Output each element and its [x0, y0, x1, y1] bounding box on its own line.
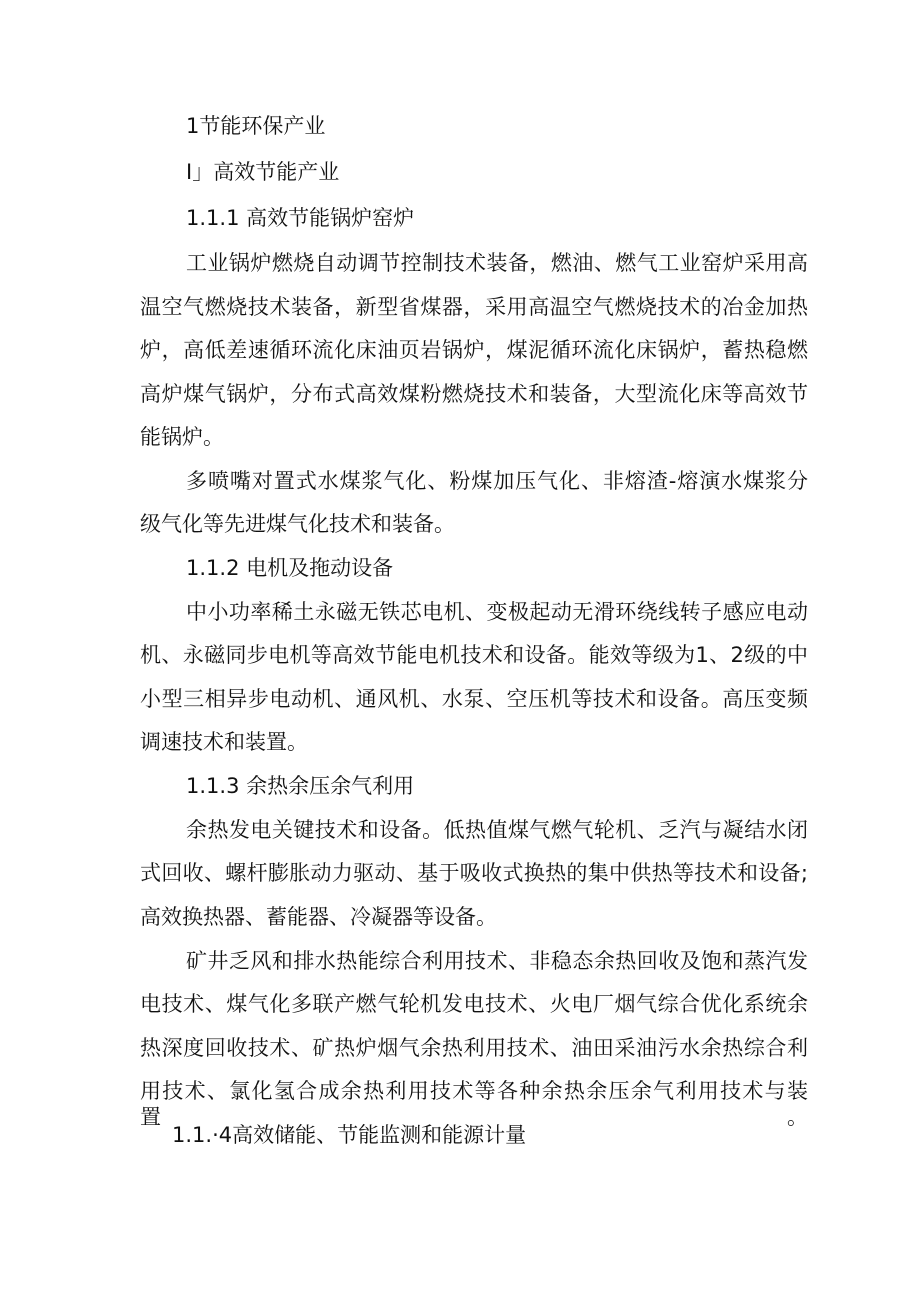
paragraph-line: 矿井乏风和排水热能综合利用技术、非稳态余热回收及饱和蒸汽发 — [186, 949, 808, 973]
paragraph-line: 温空气燃烧技术装备，新型省煤器，采用高温空气燃烧技术的冶金加热 — [140, 295, 808, 319]
paragraph-line: 高炉煤气锅炉，分布式高效煤粉燃烧技术和装备，大型流化床等高效节 — [140, 382, 808, 406]
heading-1-1-3: 1.1.3 余热余压余气利用 — [186, 774, 415, 798]
paragraph-line: 能锅炉。 — [140, 425, 224, 449]
paragraph-line: 中小功率稀土永磁无铁芯电机、变极起动无滑环绕线转子感应电动 — [186, 600, 808, 624]
paragraph-line: 多喷嘴对置式水煤浆气化、粉煤加压气化、非熔渣-熔演水煤浆分 — [186, 469, 808, 493]
subsection-heading-1-1: I」高效节能产业 — [186, 160, 340, 184]
paragraph-line: 余热发电关键技术和设备。低热值煤气燃气轮机、乏汽与凝结水闭 — [186, 818, 808, 842]
paragraph-line: 级气化等先进煤气化技术和装备。 — [140, 512, 455, 536]
paragraph-line: 调速技术和装置。 — [140, 730, 308, 754]
paragraph-line: 式回收、螺杆膨胀动力驱动、基于吸收式换热的集中供热等技术和设备; — [140, 861, 808, 885]
paragraph-line: 机、永磁同步电机等高效节能电机技术和设备。能效等级为1、2级的中 — [140, 643, 808, 667]
paragraph-line: 高效换热器、蓄能器、冷凝器等设备。 — [140, 905, 497, 929]
paragraph-line: 小型三相异步电动机、通风机、水泵、空压机等技术和设备。高压变频 — [140, 687, 808, 711]
heading-1-1-4: 1.1.·4高效储能、节能监测和能源计量 — [172, 1123, 527, 1147]
paragraph-line: 工业锅炉燃烧自动调节控制技术装备，燃油、燃气工业窑炉采用高 — [186, 251, 808, 275]
paragraph-line: 电技术、煤气化多联产燃气轮机发电技术、火电厂烟气综合优化系统余 — [140, 992, 808, 1016]
heading-1-1-1: 1.1.1 高效节能锅炉窑炉 — [186, 206, 415, 230]
paragraph-line: 用技术、氯化氢合成余热利用技术等各种余热余压余气利用技术与装置。 — [140, 1079, 808, 1129]
heading-1-1-2: 1.1.2 电机及拖动设备 — [186, 556, 394, 580]
section-heading-1: 1节能环保产业 — [186, 114, 326, 138]
paragraph-line: 热深度回收技术、矿热炉烟气余热利用技术、油田采油污水余热综合利 — [140, 1036, 808, 1060]
paragraph-line: 炉，高低差速循环流化床油页岩锅炉，煤泥循环流化床锅炉，蓄热稳燃 — [140, 338, 808, 362]
